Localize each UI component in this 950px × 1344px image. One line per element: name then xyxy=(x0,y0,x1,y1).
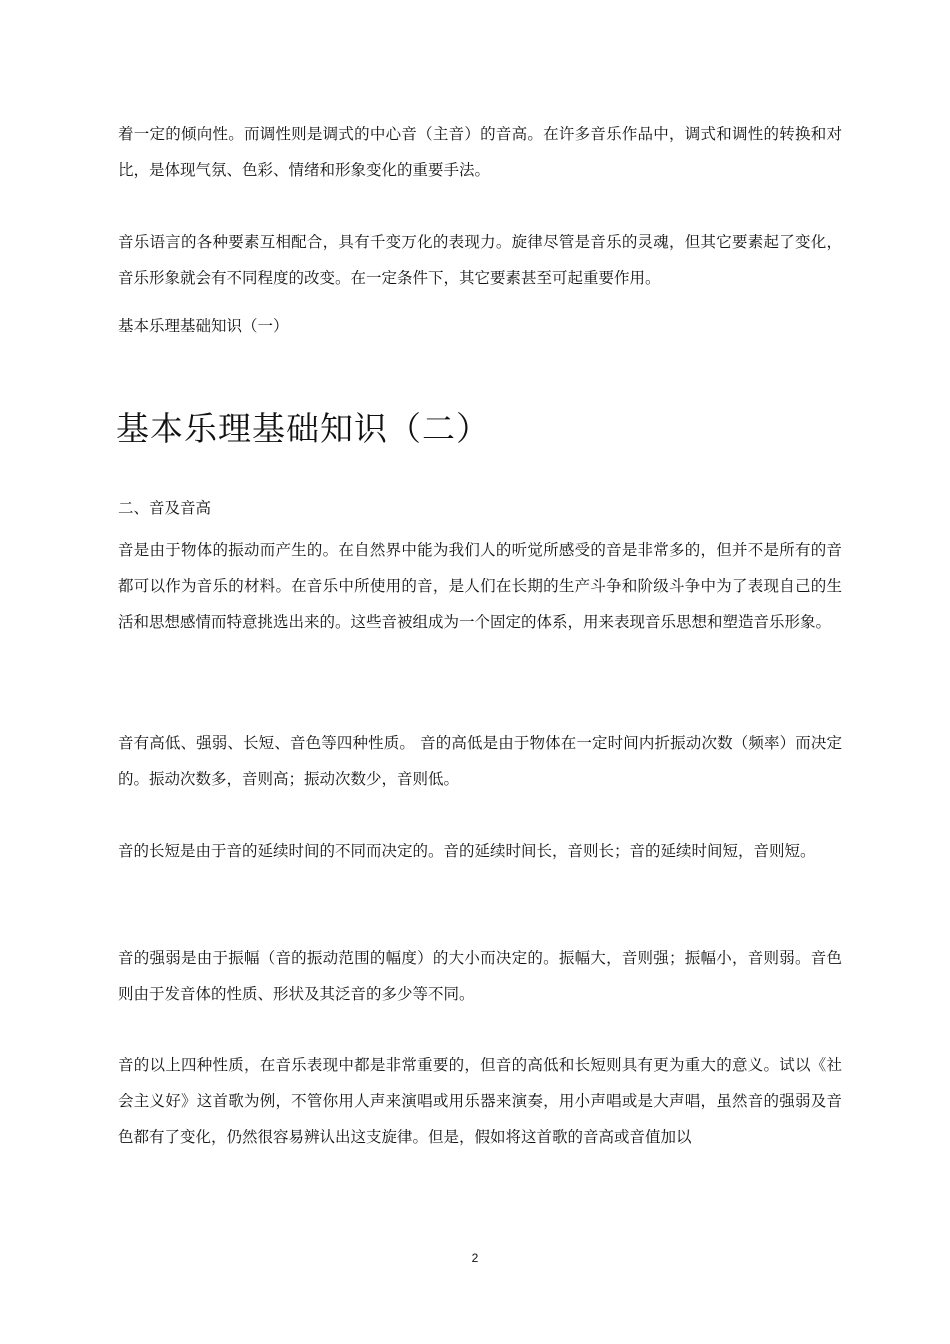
paragraph-duration: 音的长短是由于音的延续时间的不同而决定的。音的延续时间长，音则长；音的延续时间短，音则短。 xyxy=(118,842,816,860)
paragraph-intensity-timbre: 音的强弱是由于振幅（音的振动范围的幅度）的大小而决定的。振幅大，音则强；振幅小，音则弱。音色则由于发音体的性质、形状及其泛音的多少等不同。 xyxy=(118,949,842,1003)
paragraph-music-elements: 音乐语言的各种要素互相配合，具有千变万化的表现力。旋律尽管是音乐的灵魂，但其它要素起了变化，音乐形象就会有不同程度的改变。在一定条件下，其它要素甚至可起重要作用。 xyxy=(118,233,842,287)
paragraph-sound-origin: 音是由于物体的振动而产生的。在自然界中能为我们人的听觉所感受的音是非常多的，但并不是所有的音都可以作为音乐的材料。在音乐中所使用的音，是人们在长期的生产斗争和阶级斗争中为了表现自己的生活和思想感情而特意挑选出来的。这些音被组成为一个固定的体系，用来表现音乐思想和塑造音乐形象。 xyxy=(118,541,842,631)
paragraph-importance: 音的以上四种性质，在音乐表现中都是非常重要的，但音的高低和长短则具有更为重大的意义。试以《社会主义好》这首歌为例，不管你用人声来演唱或用乐器来演奏，用小声唱或是大声唱，虽然音的强弱及音色都有了变化，仍然很容易辨认出这支旋律。但是，假如将这首歌的音高或音值加以 xyxy=(118,1056,842,1146)
subsection-label: 二、音及音高 xyxy=(118,499,212,517)
paragraph-four-properties: 音有高低、强弱、长短、音色等四种性质。 音的高低是由于物体在一定时间内折振动次数（频率）而决定的。振动次数多，音则高；振动次数少，音则低。 xyxy=(118,734,842,788)
paragraph-tonality: 着一定的倾向性。而调性则是调式的中心音（主音）的音高。在许多音乐作品中，调式和调性的转换和对比，是体现气氛、色彩、情绪和形象变化的重要手法。 xyxy=(118,125,842,179)
section-heading: 基本乐理基础知识（二） xyxy=(116,409,490,448)
page-number: 2 xyxy=(471,1251,479,1265)
previous-section-label: 基本乐理基础知识（一） xyxy=(118,317,289,335)
